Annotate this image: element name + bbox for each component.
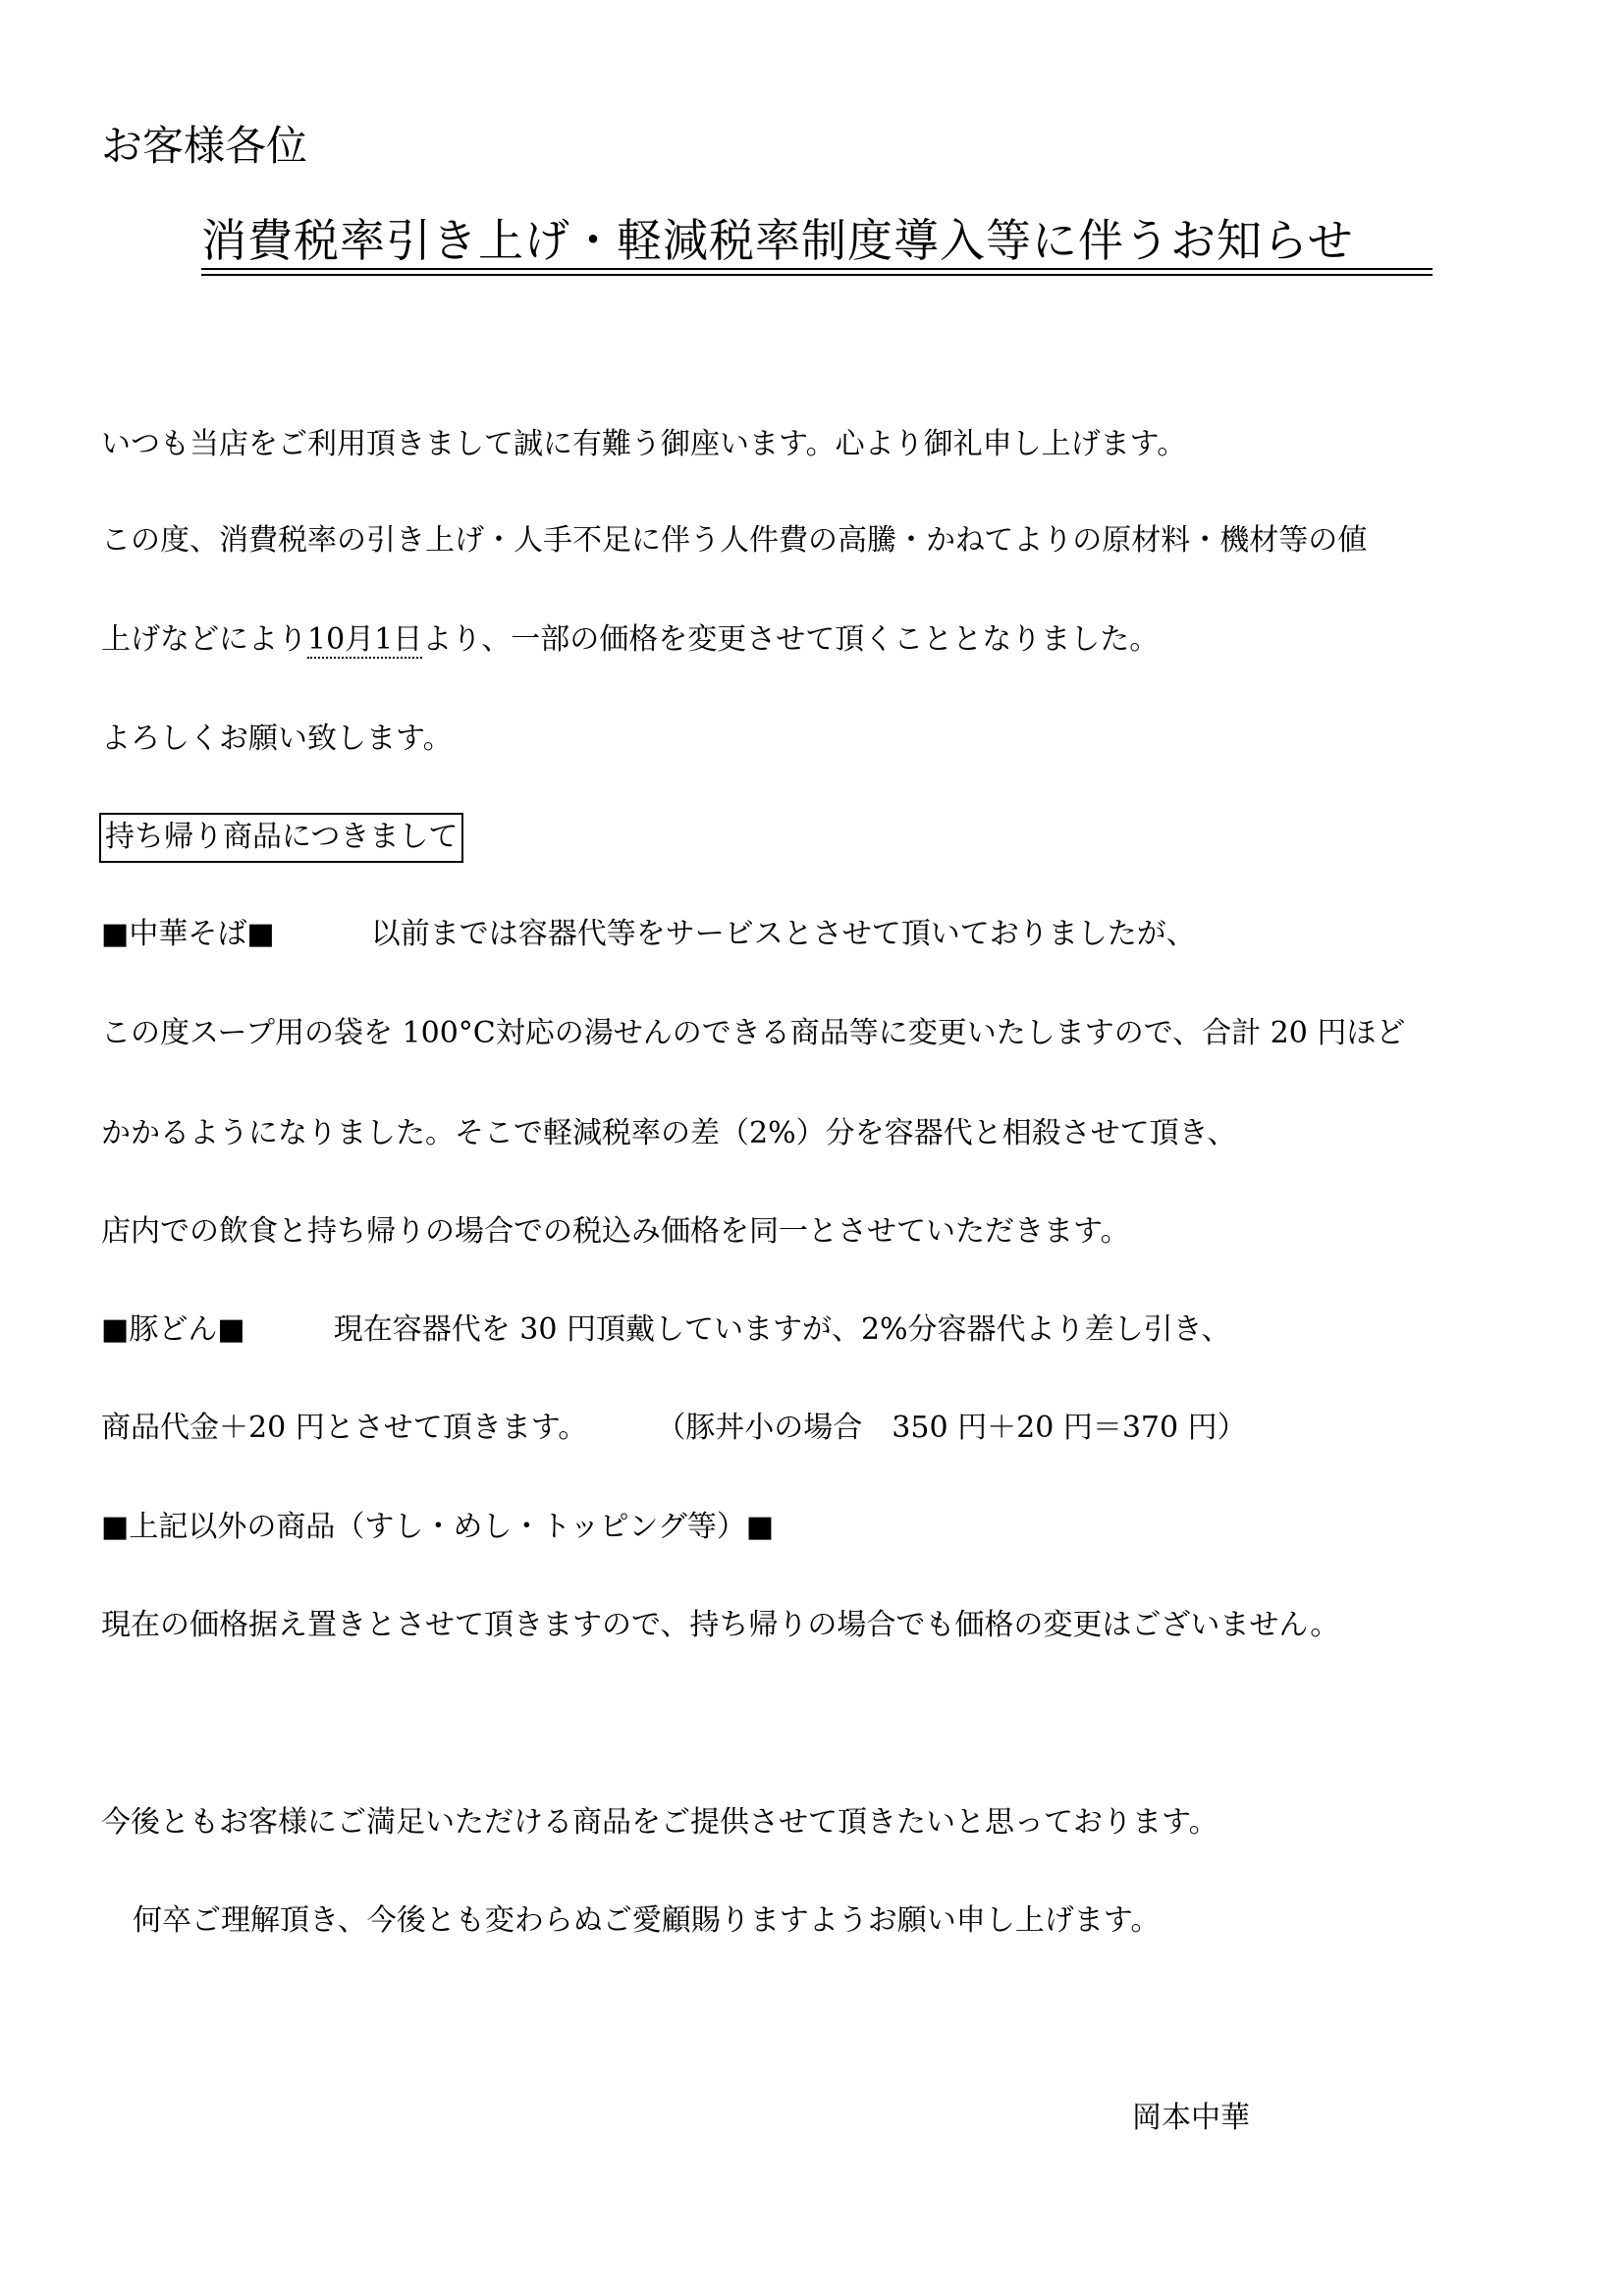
- other-items-label: ■上記以外の商品（すし・めし・トッピング等）■: [101, 1510, 775, 1544]
- butadon-line-2: [101, 1411, 1247, 1445]
- title-double-underline: [201, 268, 1433, 276]
- butadon-text-1: 現在容器代を 30 円頂戴していますが、2%分容器代より差し引き、: [333, 1312, 1231, 1347]
- butadon-example: （豚丼小の場合 350 円＋20 円＝370 円）: [656, 1411, 1247, 1445]
- notice-title: 消費税率引き上げ・軽減税率制度導入等に伴うお知らせ: [201, 214, 1354, 267]
- intro-paragraph-3: [101, 622, 1160, 657]
- intro-paragraph-3-end: より、一部の価格を変更させて頂くこととなりました。: [422, 622, 1160, 657]
- greeting: お客様各位: [101, 122, 308, 170]
- chuka-soba-line-1: [101, 917, 1196, 951]
- chuka-soba-text-1: 以前までは容器代等をサービスとさせて頂いておりましたが、: [370, 917, 1196, 951]
- other-items-text: 現在の価格据え置きとさせて頂きますので、持ち帰りの場合でも価格の変更はございません。: [101, 1608, 1340, 1642]
- intro-paragraph-3-start: 上げなどにより: [101, 622, 307, 657]
- butadon-line-1: [101, 1312, 1231, 1347]
- intro-paragraph-1: いつも当店をご利用頂きまして誠に有難う御座います。心より御礼申し上げます。: [101, 427, 1187, 461]
- effective-date: 10月1日: [307, 622, 423, 657]
- takeout-heading: 持ち帰り商品につきまして: [99, 813, 463, 863]
- chuka-soba-label: ■中華そば■: [101, 917, 275, 951]
- butadon-label: ■豚どん■: [101, 1312, 245, 1347]
- chuka-soba-line-4: 店内での飲食と持ち帰りの場合での税込み価格を同一とさせていただきます。: [101, 1214, 1130, 1249]
- butadon-text-2: 商品代金＋20 円とさせて頂きます。: [101, 1411, 588, 1445]
- closing-line-2: 何卒ご理解頂き、今後とも変わらぬご愛顧賜りますようお願い申し上げます。: [133, 1903, 1161, 1938]
- intro-paragraph-4: よろしくお願い致します。: [101, 721, 453, 756]
- chuka-soba-line-2: この度スープ用の袋を 100°C対応の湯せんのできる商品等に変更いたしますので、合計 20 円ほど: [101, 1016, 1406, 1050]
- intro-paragraph-2: この度、消費税率の引き上げ・人手不足に伴う人件費の高騰・かねてよりの原材料・機材等の値: [101, 523, 1368, 558]
- closing-line-1: 今後ともお客様にご満足いただける商品をご提供させて頂きたいと思っております。: [101, 1805, 1218, 1840]
- chuka-soba-line-3: かかるようになりました。そこで軽減税率の差（2%）分を容器代と相殺させて頂き、: [101, 1116, 1237, 1150]
- shop-signature: 岡本中華: [1132, 2101, 1250, 2135]
